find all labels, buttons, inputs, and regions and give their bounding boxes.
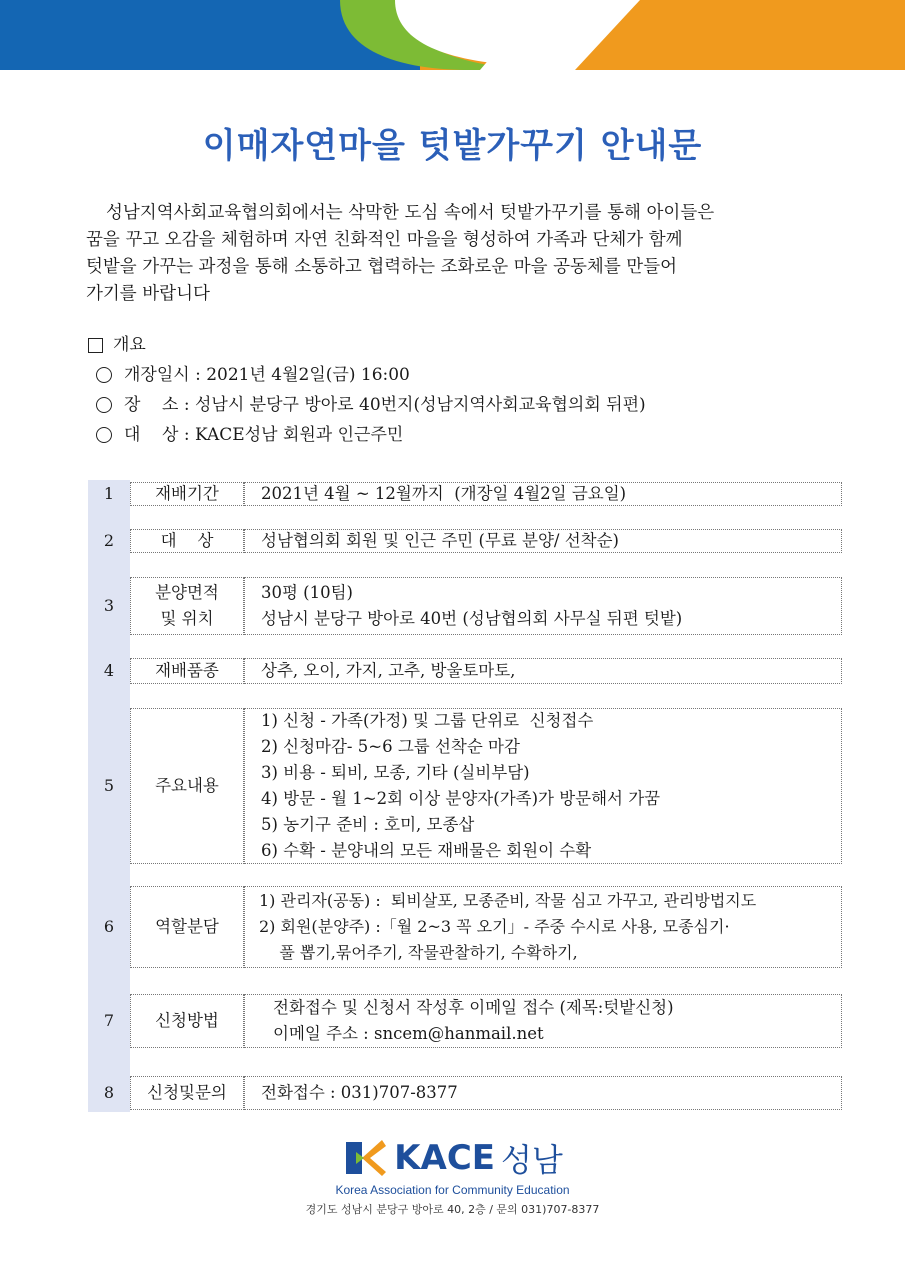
table-row xyxy=(88,529,842,553)
row-label xyxy=(130,658,244,684)
row-value-text: 30평 (10팀) xyxy=(261,583,353,602)
intro-line: 성남지역사회교육협의회에서는 삭막한 도심 속에서 텃밭가꾸기를 통해 아이들은 xyxy=(106,203,715,223)
row-value xyxy=(244,994,842,1048)
overview-item xyxy=(88,390,646,420)
table-row xyxy=(88,1076,842,1110)
intro-paragraph xyxy=(86,200,822,308)
row-number: 3 xyxy=(103,596,115,615)
row-number: 7 xyxy=(103,1011,115,1030)
row-label-text: 재배품종 xyxy=(155,661,219,680)
row-label-text: 대 상 xyxy=(160,531,214,550)
footer-address: 경기도 성남시 분당구 방아로 40, 2층 / 문의 031)707-8377 xyxy=(305,1203,600,1216)
table-row xyxy=(88,708,842,864)
row-value xyxy=(244,577,842,635)
row-value-text: 성남시 분당구 방아로 40번 (성남협의회 사무실 뒤편 텃밭) xyxy=(261,609,683,628)
table-row xyxy=(88,658,842,684)
row-label-text: 역할분담 xyxy=(155,917,219,936)
row-value-text: 2) 신청마감- 5~6 그룹 선착순 마감 xyxy=(261,737,520,756)
row-value xyxy=(244,482,842,506)
row-label-text: 분양면적 xyxy=(155,583,219,602)
overview-item xyxy=(88,360,646,390)
checkbox-square-icon xyxy=(88,338,103,353)
info-table xyxy=(88,480,842,1112)
row-number: 4 xyxy=(103,661,115,680)
row-number: 5 xyxy=(103,776,115,795)
table-row xyxy=(88,886,842,968)
row-number: 2 xyxy=(103,531,115,550)
row-label-text: 신청및문의 xyxy=(147,1083,227,1102)
row-value xyxy=(244,886,842,968)
header-banner xyxy=(0,0,905,70)
logo-subtitle: Korea Association for Community Education xyxy=(335,1183,570,1197)
row-value-text: 이메일 주소 : sncem@hanmail.net xyxy=(273,1024,544,1043)
intro-line: 가기를 바랍니다 xyxy=(86,284,210,304)
kace-logo xyxy=(0,1135,905,1181)
row-number: 6 xyxy=(103,917,115,936)
row-label-text: 재배기간 xyxy=(155,484,219,503)
table-row xyxy=(88,577,842,635)
intro-line: 꿈을 꾸고 오감을 체험하며 자연 친화적인 마을을 형성하여 가족과 단체가 함께 xyxy=(86,230,683,250)
row-value-text: 4) 방문 - 월 1~2회 이상 분양자(가족)가 방문해서 가꿈 xyxy=(261,789,661,808)
logo-text: KACE xyxy=(394,1138,495,1178)
row-value-text: 2) 회원(분양주) :「월 2~3 꼭 오기」- 주중 수시로 사용, 모종심기· xyxy=(259,917,730,936)
overview-heading-text: 개요 xyxy=(113,335,146,355)
footer xyxy=(0,1135,905,1217)
row-value-text: 2021년 4월 ~ 12월까지 (개장일 4월2일 금요일) xyxy=(261,484,627,503)
row-value-text: 1) 관리자(공동) : 퇴비살포, 모종준비, 작물 심고 가꾸고, 관리방법지도 xyxy=(259,891,757,910)
row-label xyxy=(130,577,244,635)
row-value xyxy=(244,658,842,684)
overview-heading xyxy=(88,330,646,360)
circle-bullet-icon xyxy=(96,427,112,443)
row-value-text: 5) 농기구 준비 : 호미, 모종삽 xyxy=(261,815,475,834)
row-label xyxy=(130,886,244,968)
row-value-text: 풀 뽑기,묶어주기, 작물관찰하기, 수확하기, xyxy=(259,943,578,962)
overview-item-text: 장 소 : 성남시 분당구 방아로 40번지(성남지역사회교육협의회 뒤편) xyxy=(124,395,646,415)
overview-item-text: 대 상 : KACE성남 회원과 인근주민 xyxy=(124,425,404,445)
logo-korean: 성남 xyxy=(501,1141,563,1179)
row-value-text: 전화접수 : 031)707-8377 xyxy=(261,1083,458,1102)
intro-line: 텃밭을 가꾸는 과정을 통해 소통하고 협력하는 조화로운 마을 공동체를 만들어 xyxy=(86,257,678,277)
overview-section xyxy=(88,330,646,450)
circle-bullet-icon xyxy=(96,367,112,383)
overview-item-text: 개장일시 : 2021년 4월2일(금) 16:00 xyxy=(124,365,410,385)
row-number: 1 xyxy=(103,484,115,503)
page-title: 이매자연마을 텃밭가꾸기 안내문 xyxy=(202,126,703,166)
row-label-text: 및 위치 xyxy=(160,609,214,628)
row-label-text: 주요내용 xyxy=(155,776,219,795)
row-label xyxy=(130,708,244,864)
kace-logo-icon xyxy=(342,1138,388,1178)
row-label-text: 신청방법 xyxy=(155,1011,219,1030)
table-row xyxy=(88,482,842,506)
circle-bullet-icon xyxy=(96,397,112,413)
row-number: 8 xyxy=(103,1083,115,1102)
row-value-text: 상추, 오이, 가지, 고추, 방울토마토, xyxy=(261,661,516,680)
overview-item xyxy=(88,420,646,450)
row-value-text: 3) 비용 - 퇴비, 모종, 기타 (실비부담) xyxy=(261,763,530,782)
row-value-text: 성남협의회 회원 및 인근 주민 (무료 분양/ 선착순) xyxy=(261,531,619,550)
row-value xyxy=(244,1076,842,1110)
row-value-text: 6) 수확 - 분양내의 모든 재배물은 회원이 수확 xyxy=(261,841,592,860)
row-label xyxy=(130,1076,244,1110)
table-row xyxy=(88,994,842,1048)
row-label xyxy=(130,482,244,506)
row-value-text: 1) 신청 - 가족(가정) 및 그룹 단위로 신청접수 xyxy=(261,711,594,730)
row-label xyxy=(130,994,244,1048)
row-value xyxy=(244,529,842,553)
row-value-text: 전화접수 및 신청서 작성후 이메일 접수 (제목:텃밭신청) xyxy=(273,998,674,1017)
row-value xyxy=(244,708,842,864)
row-label xyxy=(130,529,244,553)
